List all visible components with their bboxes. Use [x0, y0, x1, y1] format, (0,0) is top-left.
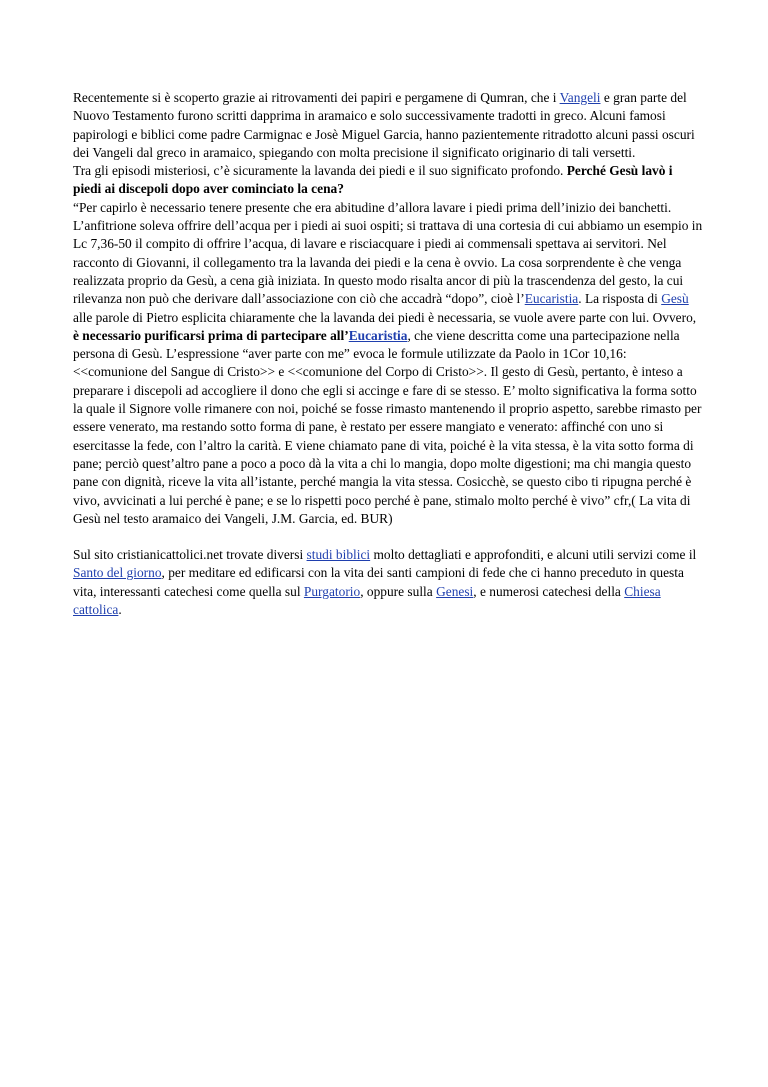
link-gesu[interactable]: Gesù	[661, 291, 689, 307]
text-run: .	[118, 602, 122, 618]
text-run: Sul sito cristianicattolici.net trovate diversi	[73, 547, 307, 563]
text-run: alle parole di Pietro esplicita chiaramente che la lavanda dei piedi è necessaria, se vuole avere parte con lui. Ovvero,	[73, 309, 697, 325]
document-page	[73, 89, 703, 619]
bold-question: Perché Gesù lavò i piedi ai discepoli dopo aver cominciato la cena?	[73, 163, 673, 197]
text-run: , che viene descritta come una partecipazione nella persona di Gesù. L’espressione “aver parte con me” evoca le formule utilizzate da Paolo in 1Cor 10,16: <<comunione del Sangue di Cristo>> e <<comunione del Corpo di Cristo>>. Il gesto di Gesù, pertanto, è inteso a preparare i discepoli ad accogliere il dono che egli si accinge e fare di se stesso. E’ molto significativa la forma sotto la quale il Signore volle rimanere con noi, poiché se fosse rimasto mantenendo il proprio aspetto, sarebbe rimasto per essere venerato, ma restando sotto forma di pane, è restato per essere mangiato e venerato: affinché con uno si esercitasse la fede, con l’altro la carità. E viene chiamato pane di vita, poiché è la vita stessa, è la vita sotto forma di pane; perciò quest’altro pane a poco a poco dà la vita a chi lo mangia, dopo molte digestioni; ma chi mangia questo pane con dignità, riceve la vita all’istante, perché mangia la vita stessa. Cosicchè, se questo cibo ti ripugna perché è vivo, avvicinati a lui perché è pane; e se lo rispetti poco perché è pane, stimalo molto perché è vivo” cfr,( La vita di Gesù nel testo aramaico dei Vangeli, J.M. Garcia, ed. BUR)	[73, 327, 702, 526]
text-run: molto dettagliati e approfonditi, e alcuni utili servizi come il	[370, 547, 697, 563]
paragraph-quote	[73, 199, 703, 528]
link-vangeli[interactable]: Vangeli	[559, 90, 601, 105]
bold-statement	[73, 328, 407, 343]
link-eucaristia-bold[interactable]: Eucaristia	[348, 327, 408, 343]
link-chiesa-cattolica[interactable]: Chiesa cattolica	[73, 583, 661, 618]
text-run: Recentemente si è scoperto grazie ai ritrovamenti dei papiri e pergamene di Qumran, che i	[73, 90, 560, 105]
text-run: “Per capirlo è necessario tenere presente che era abitudine d’allora lavare i piedi prima dell’inizio dei banchetti. L’anfitrione soleva offrire dell’acqua per i piedi ai suoi ospiti; si trattava di una cortesia di cui abbiamo un esempio in Lc 7,36-50 il compito di offrire l’acqua, di lavare e risciacquare i piedi ai commensali spettava ai servitori. Nel racconto di Giovanni, il collegamento tra la lavanda dei piedi e la cena è ovvio. La cosa sorprendente è che venga realizzata proprio da Gesù, a cena già iniziata. In questo modo risalta ancor di più la trascendenza del gesto, la cui rilevanza non può che derivare dall’associazione con ciò che accadrà “dopo”, cioè l’	[73, 199, 703, 307]
paragraph-intro	[73, 89, 703, 162]
text-run: . La risposta di	[578, 291, 662, 307]
link-genesi[interactable]: Genesi	[436, 583, 474, 599]
text-run: , oppure sulla	[360, 583, 437, 599]
text-run: , e numerosi catechesi della	[473, 583, 625, 599]
text-run: e gran parte del Nuovo Testamento furono scritti dapprima in aramaico e solo successivamente tradotti in greco. Alcuni famosi papirologi e biblici come padre Carmignac e Josè Miguel Garcia, hanno pazientemente ritradotto alcuni passi oscuri dei Vangeli dal greco in aramaico, spiegando con molta precisione il significato originario di tali versetti.	[73, 90, 695, 160]
link-purgatorio[interactable]: Purgatorio	[303, 583, 361, 599]
link-studi-biblici[interactable]: studi biblici	[306, 547, 371, 563]
paragraph-site-info	[73, 546, 703, 619]
link-santo-del-giorno[interactable]: Santo del giorno	[73, 565, 162, 581]
bold-text: è necessario purificarsi prima di partecipare all’	[73, 327, 349, 343]
link-eucaristia[interactable]: Eucaristia	[524, 291, 579, 307]
paragraph-question	[73, 162, 703, 199]
text-run: , per meditare ed edificarsi con la vita dei santi campioni di fede che ci hanno preceduto in questa vita, interessanti catechesi come quella sul	[73, 565, 684, 599]
text-run: Tra gli episodi misteriosi, c’è sicuramente la lavanda dei piedi e il suo significato profondo.	[73, 163, 567, 179]
